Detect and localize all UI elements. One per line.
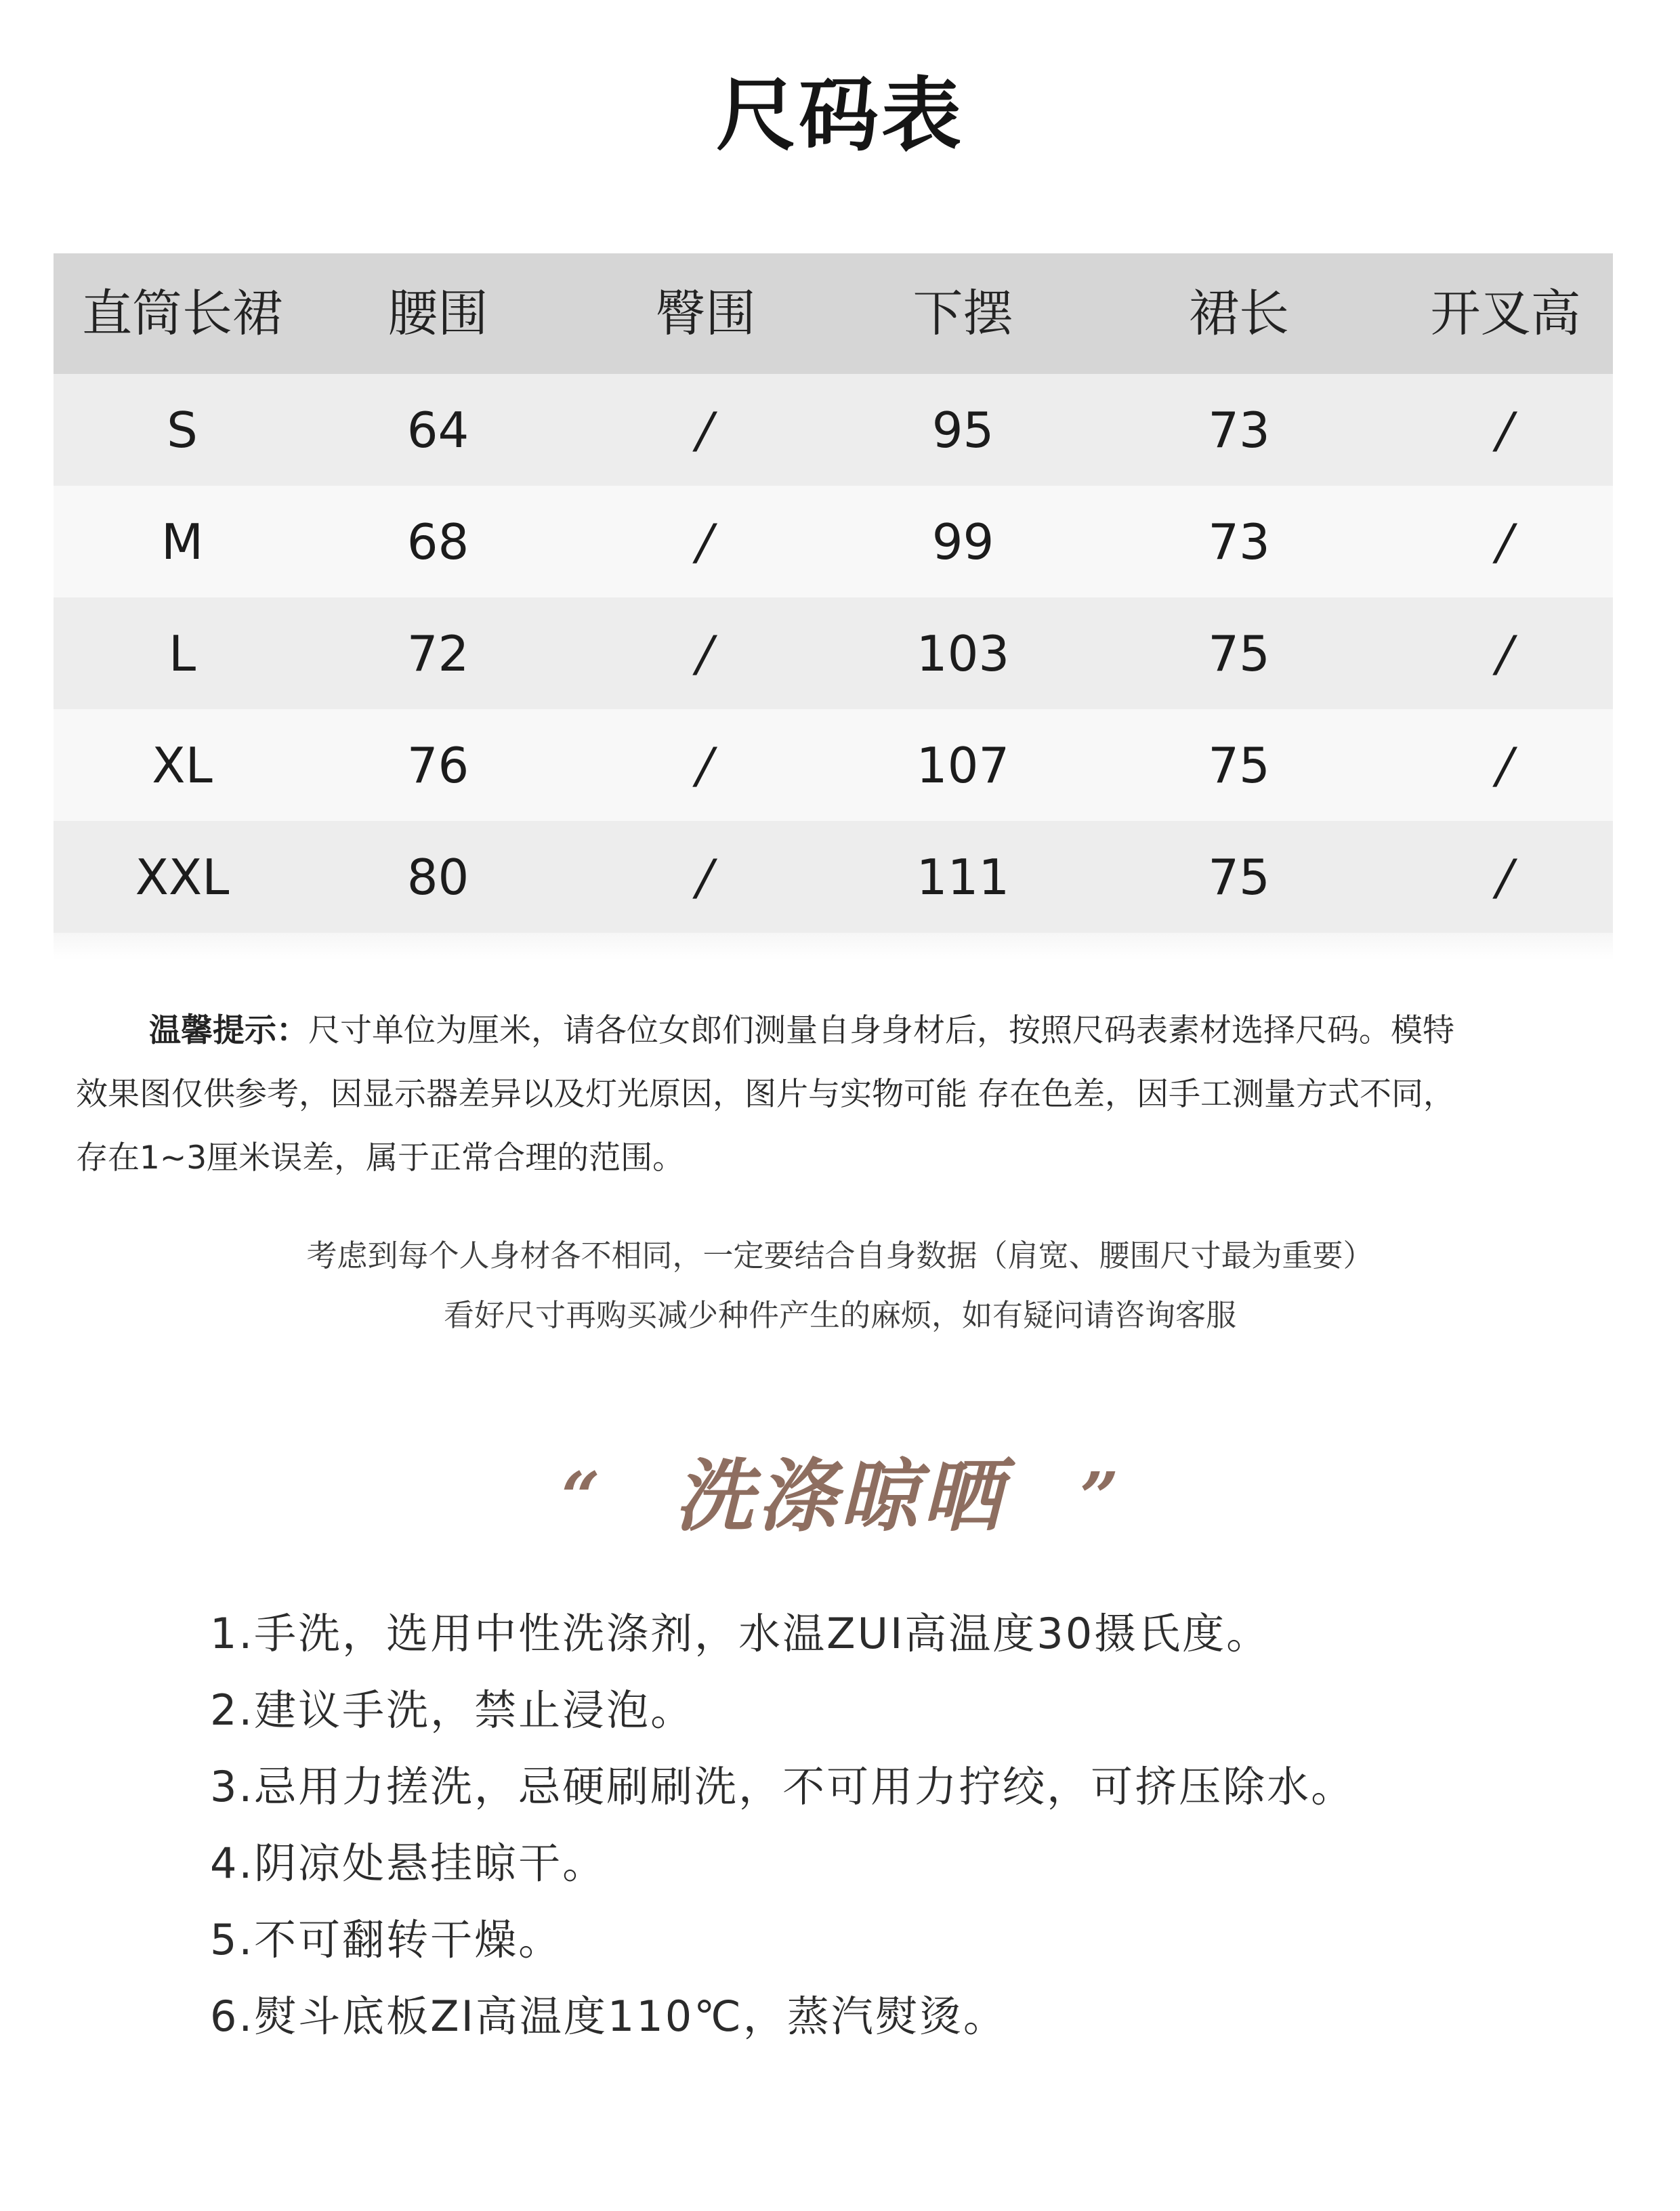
cell-size: M bbox=[161, 513, 204, 570]
cell-skirt-length: 73 bbox=[1208, 513, 1270, 570]
page-title: 尺码表 bbox=[715, 68, 964, 162]
list-item: 1.手洗，选用中性洗涤剂，水温ZUI高温度30摄氏度。 bbox=[210, 1609, 1271, 1658]
cell-hem: 103 bbox=[916, 625, 1010, 682]
cell-hip-value: / bbox=[691, 401, 720, 459]
list-item: 4.阴凉处悬挂晾干。 bbox=[210, 1838, 607, 1888]
cell-hip bbox=[565, 736, 846, 794]
cell-waist: 76 bbox=[406, 736, 469, 794]
cell-slit-height bbox=[1398, 736, 1613, 794]
cell-hem: 95 bbox=[931, 401, 994, 459]
list-item: 2.建议手洗，禁止浸泡。 bbox=[210, 1685, 695, 1735]
cell-hip-value: / bbox=[691, 513, 720, 570]
warm-tip-label: 温馨提示： bbox=[149, 1012, 308, 1049]
cell-hip bbox=[565, 513, 846, 570]
cell-waist: 72 bbox=[406, 625, 469, 682]
cell-size: S bbox=[167, 401, 198, 459]
cell-size: XXL bbox=[135, 848, 230, 906]
header-slit-height: 开叉高 bbox=[1430, 285, 1581, 343]
table-row bbox=[54, 486, 1613, 597]
table-header-row bbox=[54, 253, 1613, 374]
warm-tip bbox=[76, 999, 1600, 1190]
cell-hip bbox=[565, 848, 846, 906]
warm-tip-line-2: 效果图仅供参考，因显示器差异以及灯光原因，图片与实物可能 存在色差，因手工测量方式不同， bbox=[76, 1076, 1455, 1113]
warm-tip-line-1 bbox=[76, 999, 1600, 1063]
cell-slit-value: / bbox=[1491, 848, 1520, 906]
cell-hip bbox=[565, 625, 846, 682]
table-row bbox=[54, 597, 1613, 709]
header-hem: 下摆 bbox=[912, 285, 1013, 343]
header-skirt-length: 裙长 bbox=[1189, 285, 1289, 343]
cell-skirt-length: 73 bbox=[1208, 401, 1270, 459]
close-quote: ” bbox=[1080, 1457, 1119, 1537]
cell-hip-value: / bbox=[691, 625, 720, 682]
cell-slit-value: / bbox=[1491, 736, 1520, 794]
warm-tip-line-3: 存在1~3厘米误差，属于正常合理的范围。 bbox=[76, 1139, 685, 1177]
cell-waist: 68 bbox=[406, 513, 469, 570]
header-waist: 腰围 bbox=[387, 285, 488, 343]
cell-slit-value: / bbox=[1491, 401, 1520, 459]
table-row bbox=[54, 821, 1613, 933]
cell-slit-height bbox=[1398, 625, 1613, 682]
list-item: 3.忌用力搓洗，忌硬刷刷洗，不可用力拧绞，可挤压除水。 bbox=[210, 1762, 1356, 1811]
cell-hem: 107 bbox=[916, 736, 1010, 794]
cell-skirt-length: 75 bbox=[1208, 848, 1270, 906]
cell-size: XL bbox=[152, 736, 213, 794]
cell-hip-value: / bbox=[691, 736, 720, 794]
washing-heading bbox=[0, 1443, 1680, 1574]
care-instructions bbox=[210, 1595, 1565, 2055]
size-table bbox=[54, 253, 1613, 933]
cell-slit-value: / bbox=[1491, 513, 1520, 570]
warm-tip-text-1: 尺寸单位为厘米，请各位女郎们测量自身身材后，按照尺码表素材选择尺码。模特 bbox=[308, 1012, 1454, 1049]
cell-waist: 64 bbox=[406, 401, 469, 459]
table-row bbox=[54, 709, 1613, 821]
sizing-advice bbox=[0, 1226, 1680, 1345]
cell-waist: 80 bbox=[406, 848, 469, 906]
list-item: 6.熨斗底板ZI高温度110℃，蒸汽熨烫。 bbox=[210, 1992, 1007, 2041]
cell-size: L bbox=[168, 625, 196, 682]
table-row bbox=[54, 374, 1613, 486]
cell-slit-height bbox=[1398, 848, 1613, 906]
washing-title: 洗涤晾晒 bbox=[675, 1451, 1005, 1542]
cell-slit-height bbox=[1398, 513, 1613, 570]
header-hip: 臀围 bbox=[655, 285, 756, 343]
cell-slit-value: / bbox=[1491, 625, 1520, 682]
cell-skirt-length: 75 bbox=[1208, 736, 1270, 794]
list-item: 5.不可翻转干燥。 bbox=[210, 1915, 563, 1964]
sizing-advice-line-1: 考虑到每个人身材各不相同，一定要结合自身数据（肩宽、腰围尺寸最为重要） bbox=[306, 1238, 1374, 1273]
cell-hip-value: / bbox=[691, 848, 720, 906]
cell-hip bbox=[565, 401, 846, 459]
cell-skirt-length: 75 bbox=[1208, 625, 1270, 682]
cell-hem: 99 bbox=[931, 513, 994, 570]
header-style: 直筒长裙 bbox=[82, 285, 282, 343]
table-bottom-fade bbox=[54, 933, 1613, 960]
cell-hem: 111 bbox=[916, 848, 1010, 906]
sizing-advice-line-2: 看好尺寸再购买减少种件产生的麻烦，如有疑问请咨询客服 bbox=[443, 1297, 1236, 1333]
cell-slit-height bbox=[1398, 401, 1613, 459]
open-quote: “ bbox=[561, 1457, 600, 1537]
